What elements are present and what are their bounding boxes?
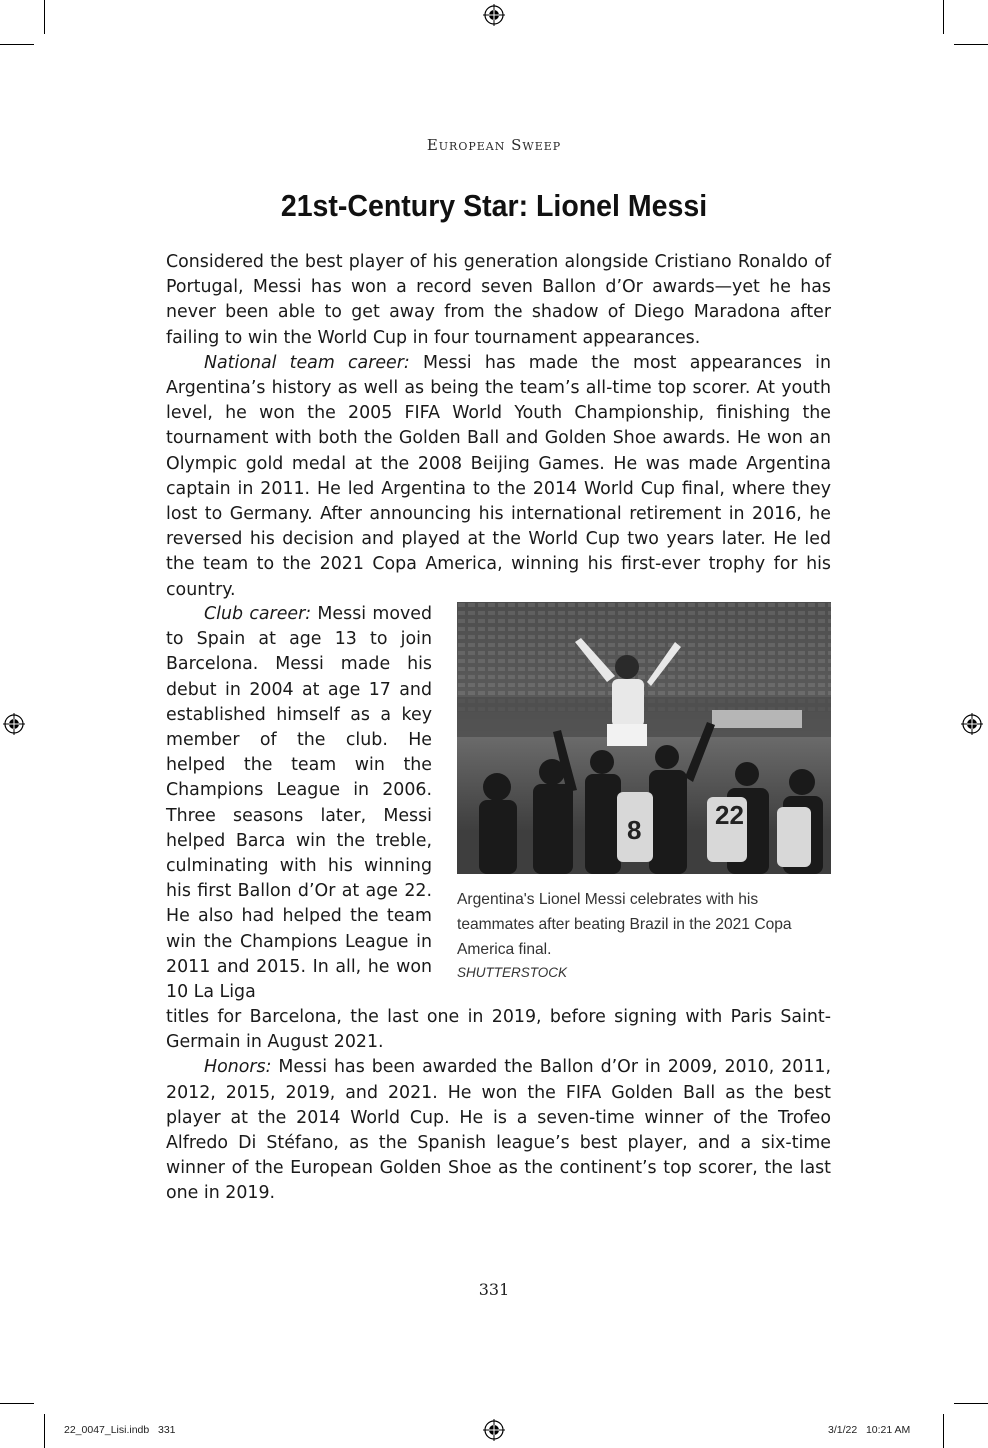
national-team-label: National team career: [204, 352, 410, 373]
crop-mark [943, 0, 944, 34]
national-team-text: Messi has made the most appearances in Argentina’s history as well as being the team’s all-time top scorer. At youth level, he won the 2005 FIFA World Youth Championship, finishing the tournament with both the Golden Ball and Golden Shoe awards. He won an Olympic gold medal at the 2008 Beijing Games. He was made Argentina captain in 2011. He led Argentina to the 2014 World Cup final, where they lost to Germany. After announcing his international retirement in 2016, he reversed his decision and played at the World Cup two years later. He led the team to the 2021 Copa America, winning his first-ever trophy for his country. [166, 352, 831, 600]
crop-mark [943, 1414, 944, 1448]
honors-label: Honors: [204, 1057, 272, 1078]
club-career-continued: titles for Barcelona, the last one in 2019, before signing with Paris Saint-Germain in August 2021. [166, 1007, 831, 1053]
article-body-bottom [166, 1005, 831, 1207]
club-career-paragraph [166, 602, 432, 1005]
national-team-paragraph [166, 351, 831, 603]
honors-paragraph [166, 1055, 831, 1206]
running-head: European Sweep [426, 136, 562, 154]
club-career-label: Club career: [204, 604, 312, 624]
photo-caption: Argentina's Lionel Messi celebrates with his teammates after beating Brazil in the 2021 Copa America final. [457, 891, 792, 958]
crop-mark [954, 44, 988, 45]
registration-mark-icon [3, 713, 25, 735]
messi-celebration-photo [457, 602, 831, 874]
club-career-text: Messi moved to Spain at age 13 to join Barcelona. Messi made his debut in 2004 at age 17 and established himself as a key member of the club. He helped the team win the Champions League in 2006. Three seasons later, Messi helped Barca win the treble, culminating with his winning his first Ballon d’Or at age 22. He also had helped the team win the Champions League in 2011 and 2015. In all, he won 10 La Liga [166, 604, 432, 1003]
crop-mark [44, 0, 45, 34]
crop-mark [0, 44, 34, 45]
jersey-number: 8 [627, 815, 642, 845]
registration-mark-icon [483, 4, 505, 26]
crop-mark [44, 1414, 45, 1448]
registration-mark-icon [961, 713, 983, 735]
jersey-number: 22 [715, 800, 744, 830]
crop-mark [954, 1403, 988, 1404]
slug-file: 22_0047_Lisi.indb 331 [64, 1424, 176, 1436]
page-title: 21st-Century Star: Lionel Messi [280, 188, 708, 223]
crop-mark [0, 1403, 34, 1404]
registration-mark-icon [483, 1419, 505, 1441]
intro-paragraph: Considered the best player of his generation alongside Cristiano Ronaldo of Portugal, Messi has won a record seven Ballon d’Or awards—yet he has never been able to get away from the shadow of Diego Maradona after failing to win the World Cup in four tournament appearances. [166, 252, 831, 348]
honors-text: Messi has been awarded the Ballon d’Or in 2009, 2010, 2011, 2012, 2015, 2019, and 2021. He won the FIFA Golden Ball as the best player at the 2014 World Cup. He is a seven-time winner of the Trofeo Alfredo Di Stéfano, as the Spanish league’s best player, and a six-time winner of the European Golden Shoe as the continent’s top scorer, the last one in 2019. [166, 1057, 831, 1204]
article-body-top [166, 250, 831, 603]
slug-timestamp: 3/1/22 10:21 AM [828, 1424, 911, 1436]
page-number: 331 [478, 1280, 510, 1299]
photo-credit: SHUTTERSTOCK [457, 965, 568, 980]
photo-illustration [457, 602, 831, 874]
